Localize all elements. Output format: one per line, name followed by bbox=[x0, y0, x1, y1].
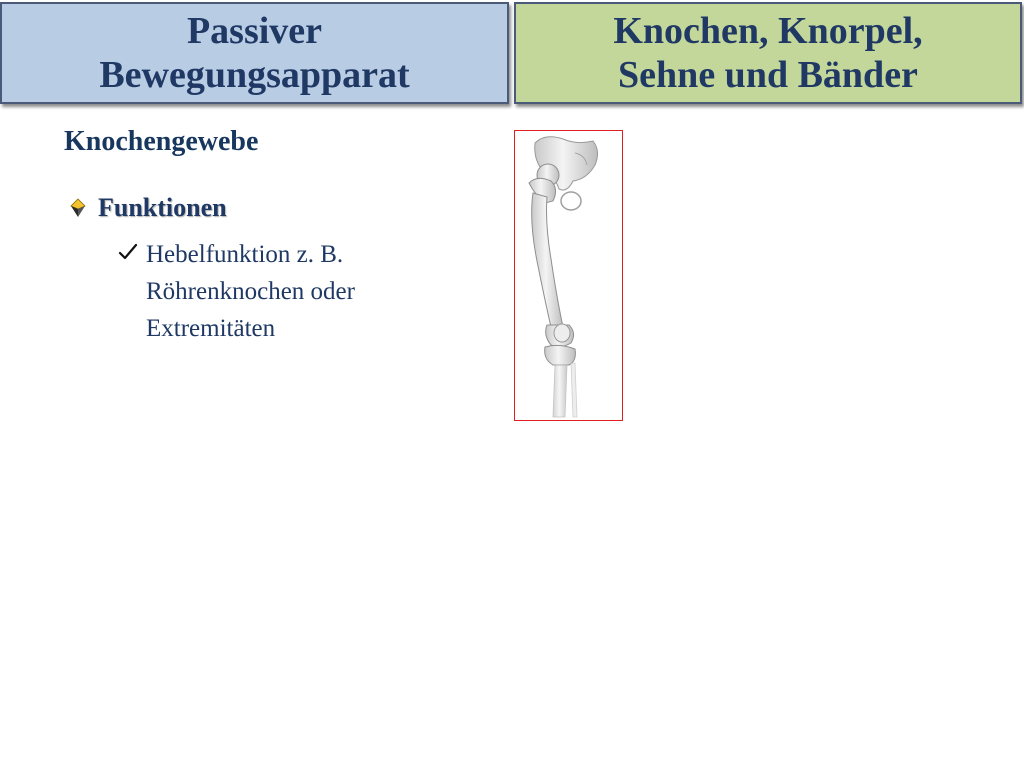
femur-bone-illustration bbox=[515, 131, 621, 419]
checklist-line-2: Röhrenknochen oder bbox=[146, 278, 355, 305]
header-right-line-1: Knochen, Knorpel, bbox=[613, 10, 923, 52]
diamond-bullet-icon bbox=[68, 198, 88, 218]
bullet-item bbox=[68, 193, 227, 223]
checklist-item bbox=[118, 236, 355, 347]
checklist-text bbox=[146, 236, 355, 347]
checklist-line-3: Extremitäten bbox=[146, 315, 276, 342]
checklist-line-1: Hebelfunktion z. B. bbox=[146, 241, 344, 268]
femur-image-frame bbox=[514, 130, 623, 421]
checkmark-icon bbox=[118, 242, 138, 262]
header-left-line-2: Bewegungsapparat bbox=[99, 54, 410, 96]
header-title-left bbox=[0, 2, 509, 104]
header-title-right bbox=[514, 2, 1022, 104]
section-title: Knochengewebe bbox=[64, 126, 259, 157]
header-left-line-1: Passiver bbox=[186, 10, 323, 52]
header-right-line-2: Sehne und Bänder bbox=[618, 54, 918, 96]
bullet-label: Funktionen bbox=[98, 193, 227, 222]
